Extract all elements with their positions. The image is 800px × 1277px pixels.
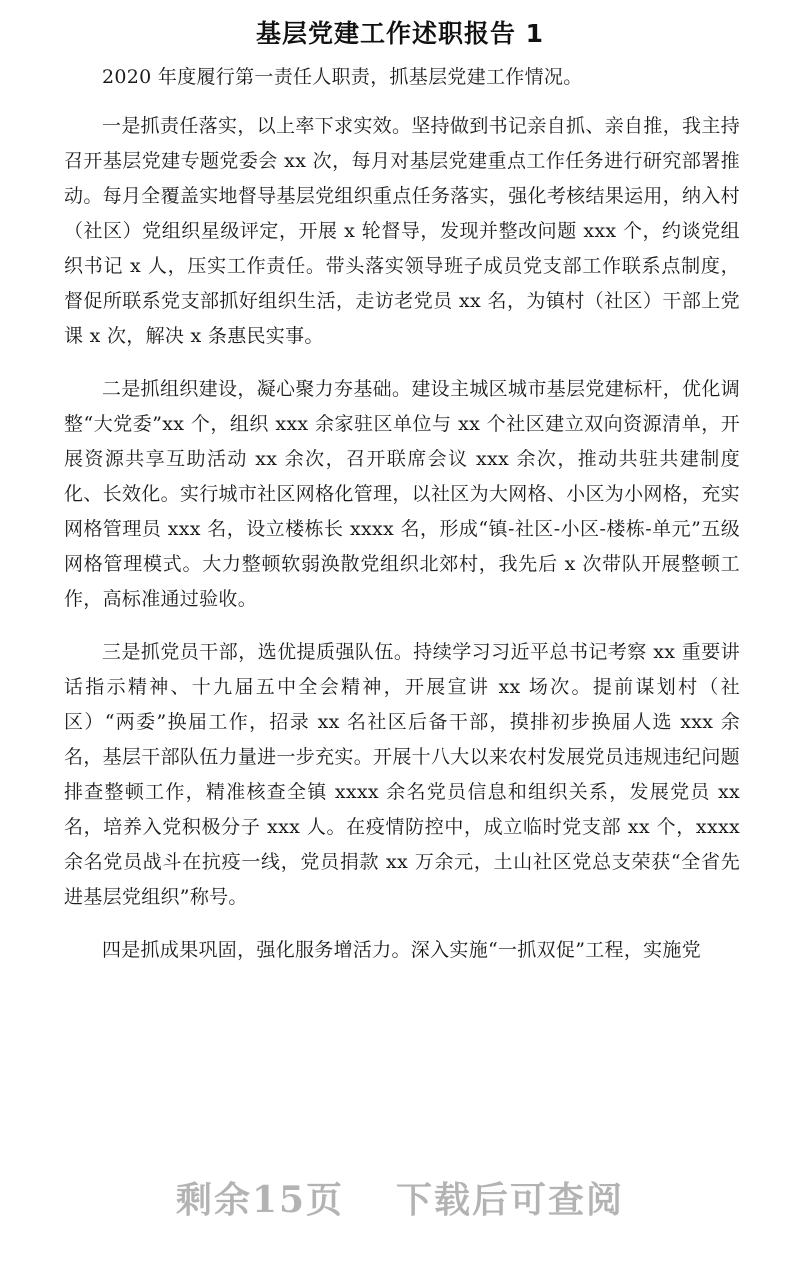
paragraph-results-truncated: 四是抓成果巩固，强化服务增活力。深入实施“一抓双促”工程，实施党 bbox=[102, 939, 702, 961]
paragraph-intro: 2020 年度履行第一责任人职责，抓基层党建工作情况。 bbox=[102, 66, 583, 88]
paragraph-responsibility: 一是抓责任落实，以上率下求实效。坚持做到书记亲自抓、亲自推，我主持召开基层党建专题党委会 xx 次，每月对基层党建重点工作任务进行研究部署推动。每月全覆盖实地督导基层党组织重点任务落实，强化考核结果运用，纳入村（社区）党组织星级评定，开展 x 轮督导，发现并整改问题 xxx 个，约谈党组织书记 x 人，压实工作责任。带头落实领导班子成员党支部工作联系点制度，督促所联系党支部抓好组织生活，走访老党员 xx 名，为镇村（社区）干部上党课 x 次，解决 x 条惠民实事。 bbox=[64, 115, 740, 347]
remaining-pages-label: 剩余15页 bbox=[175, 1179, 345, 1221]
download-banner[interactable] bbox=[0, 1172, 800, 1223]
document-title: 基层党建工作述职报告 1 bbox=[255, 19, 545, 48]
document-body bbox=[64, 60, 740, 986]
download-hint-label: 下载后可查阅 bbox=[396, 1179, 625, 1221]
paragraph-cadres: 三是抓党员干部，选优提质强队伍。持续学习习近平总书记考察 xx 重要讲话指示精神、十九届五中全会精神，开展宣讲 xx 场次。提前谋划村（社区）“两委”换届工作，招录 xx 名社区后备干部，摸排初步换届人选 xxx 余名，基层干部队伍力量进一步充实。开展十八大以来农村发展党员违规违纪问题排查整顿工作，精准核查全镇 xxxx 余名党员信息和组织关系，发展党员 xx 名，培养入党积极分子 xxx 人。在疫情防控中，成立临时党支部 xx 个，xxxx 余名党员战斗在抗疫一线，党员捐款 xx 万余元，土山社区党总支荣获“全省先进基层党组织”称号。 bbox=[64, 641, 740, 908]
paragraph-organization: 二是抓组织建设，凝心聚力夯基础。建设主城区城市基层党建标杆，优化调整“大党委”xx 个，组织 xxx 余家驻区单位与 xx 个社区建立双向资源清单，开展资源共享互助活动 xx 余次，召开联席会议 xxx 余次，推动共驻共建制度化、长效化。实行城市社区网格化管理，以社区为大网格、小区为小网格，充实网格管理员 xxx 名，设立楼栋长 xxxx 名，形成“镇-社区-小区-楼栋-单元”五级网格管理模式。大力整顿软弱涣散党组织北郊村，我先后 x 次带队开展整顿工作，高标准通过验收。 bbox=[64, 378, 740, 610]
